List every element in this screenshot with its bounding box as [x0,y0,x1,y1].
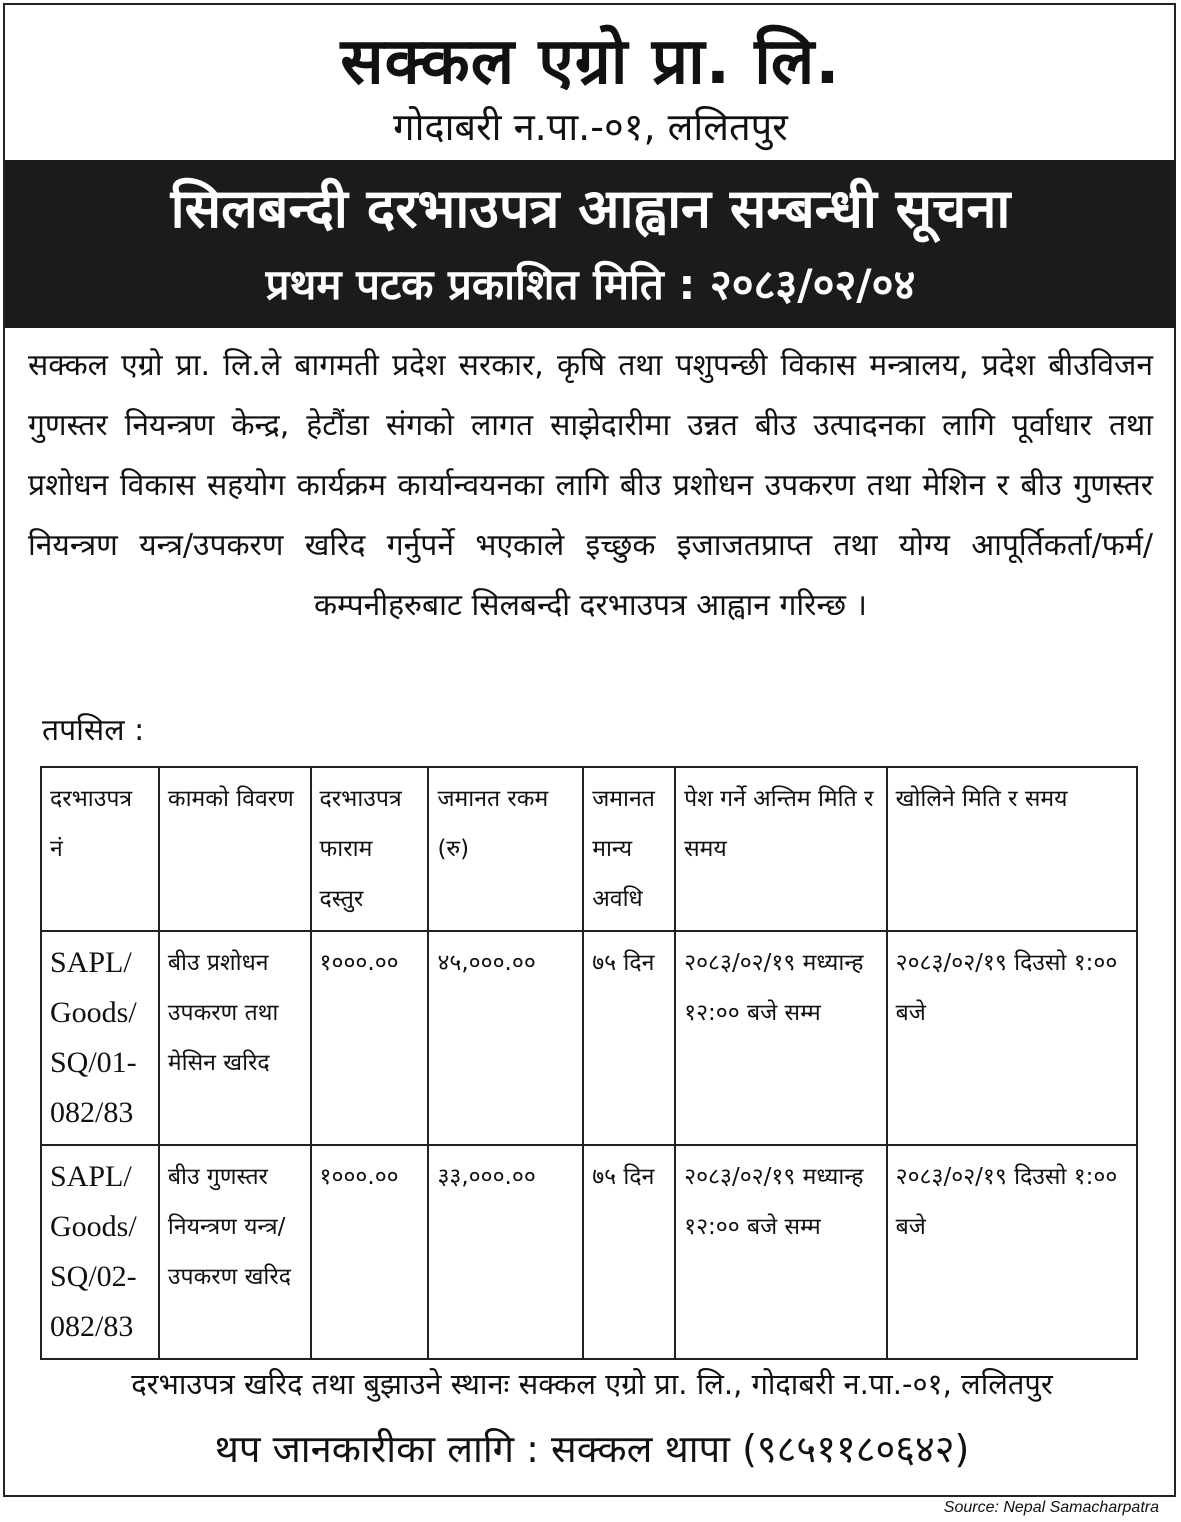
submission-deadline-cell: २०८३/०२/१९ मध्यान्ह १२:०० बजे सम्म [675,931,887,1145]
notice-body-paragraph: सक्कल एग्रो प्रा. लि.ले बागमती प्रदेश सरकार, कृषि तथा पशुपन्छी विकास मन्त्रालय, प्रदेश बीउविजन गुणस्तर नियन्त्रण केन्द्र, हेटौंडा संगको लागत साझेदारीमा उन्नत बीउ उत्पादनका लागि पूर्वाधार तथा प्रशोधन विकास सहयोग कार्यक्रम कार्यान्वयनका लागि बीउ प्रशोधन उपकरण तथा मेशिन र बीउ गुणस्तर नियन्त्रण यन्त्र/उपकरण खरिद गर्नुपर्ने भएकाले इच्छुक इजाजतप्राप्त तथा योग्य आपूर्तिकर्ता/फर्म/कम्पनीहरुबाट सिलबन्दी दरभाउपत्र आह्वान गरिन्छ । [28,348,1153,623]
form-fee-cell: १०००.०० [311,1145,429,1359]
bid-details-table [40,766,1138,1360]
notice-title-bar [5,160,1176,328]
security-amount-cell: ३३,०००.०० [428,1145,583,1359]
details-label: तपसिल : [42,713,145,748]
opening-time-cell: २०८३/०२/१९ दिउसो १:०० बजे [887,1145,1137,1359]
source-credit: Source: Nepal Samacharpatra [943,1499,1159,1516]
form-fee-cell: १०००.०० [311,931,429,1145]
header-submission-deadline: पेश गर्ने अन्तिम मिति र समय [675,767,887,931]
table-row [41,931,1137,1145]
contact-info: थप जानकारीका लागि : सक्कल थापा (९८५११८०६४२) [214,1427,970,1471]
header-work-description: कामको विवरण [159,767,311,931]
table-row [41,1145,1137,1359]
work-description-cell: बीउ प्रशोधन उपकरण तथा मेसिन खरिद [159,931,311,1145]
submission-deadline-cell: २०८३/०२/१९ मध्यान्ह १२:०० बजे सम्म [675,1145,887,1359]
company-name: सक्कल एग्रो प्रा. लि. [340,25,841,99]
company-address: गोदाबरी न.पा.-०१, ललितपुर [393,105,788,149]
bid-number-cell: SAPL/ Goods/ SQ/01- 082/83 [41,931,159,1145]
header-security-amount: जमानत रकम (रु) [428,767,583,931]
header-security-validity: जमानत मान्य अवधि [583,767,675,931]
header-form-fee: दरभाउपत्र फाराम दस्तुर [311,767,429,931]
security-validity-cell: ७५ दिन [583,931,675,1145]
header-opening-time: खोलिने मिति र समय [887,767,1137,931]
security-amount-cell: ४५,०००.०० [428,931,583,1145]
notice-title: सिलबन्दी दरभाउपत्र आह्वान सम्बन्धी सूचना [170,177,1011,240]
security-validity-cell: ७५ दिन [583,1145,675,1359]
bid-number-cell: SAPL/ Goods/ SQ/02- 082/83 [41,1145,159,1359]
header-bid-number: दरभाउपत्र नं [41,767,159,931]
published-date-line: प्रथम पटक प्रकाशित मिति : २०८३/०२/०४ [265,260,916,309]
opening-time-cell: २०८३/०२/१९ दिउसो १:०० बजे [887,931,1137,1145]
table-header-row [41,767,1137,931]
work-description-cell: बीउ गुणस्तर नियन्त्रण यन्त्र/उपकरण खरिद [159,1145,311,1359]
submission-place: दरभाउपत्र खरिद तथा बुझाउने स्थानः सक्कल एग्रो प्रा. लि., गोदाबरी न.पा.-०१, ललितपुर [131,1367,1053,1401]
